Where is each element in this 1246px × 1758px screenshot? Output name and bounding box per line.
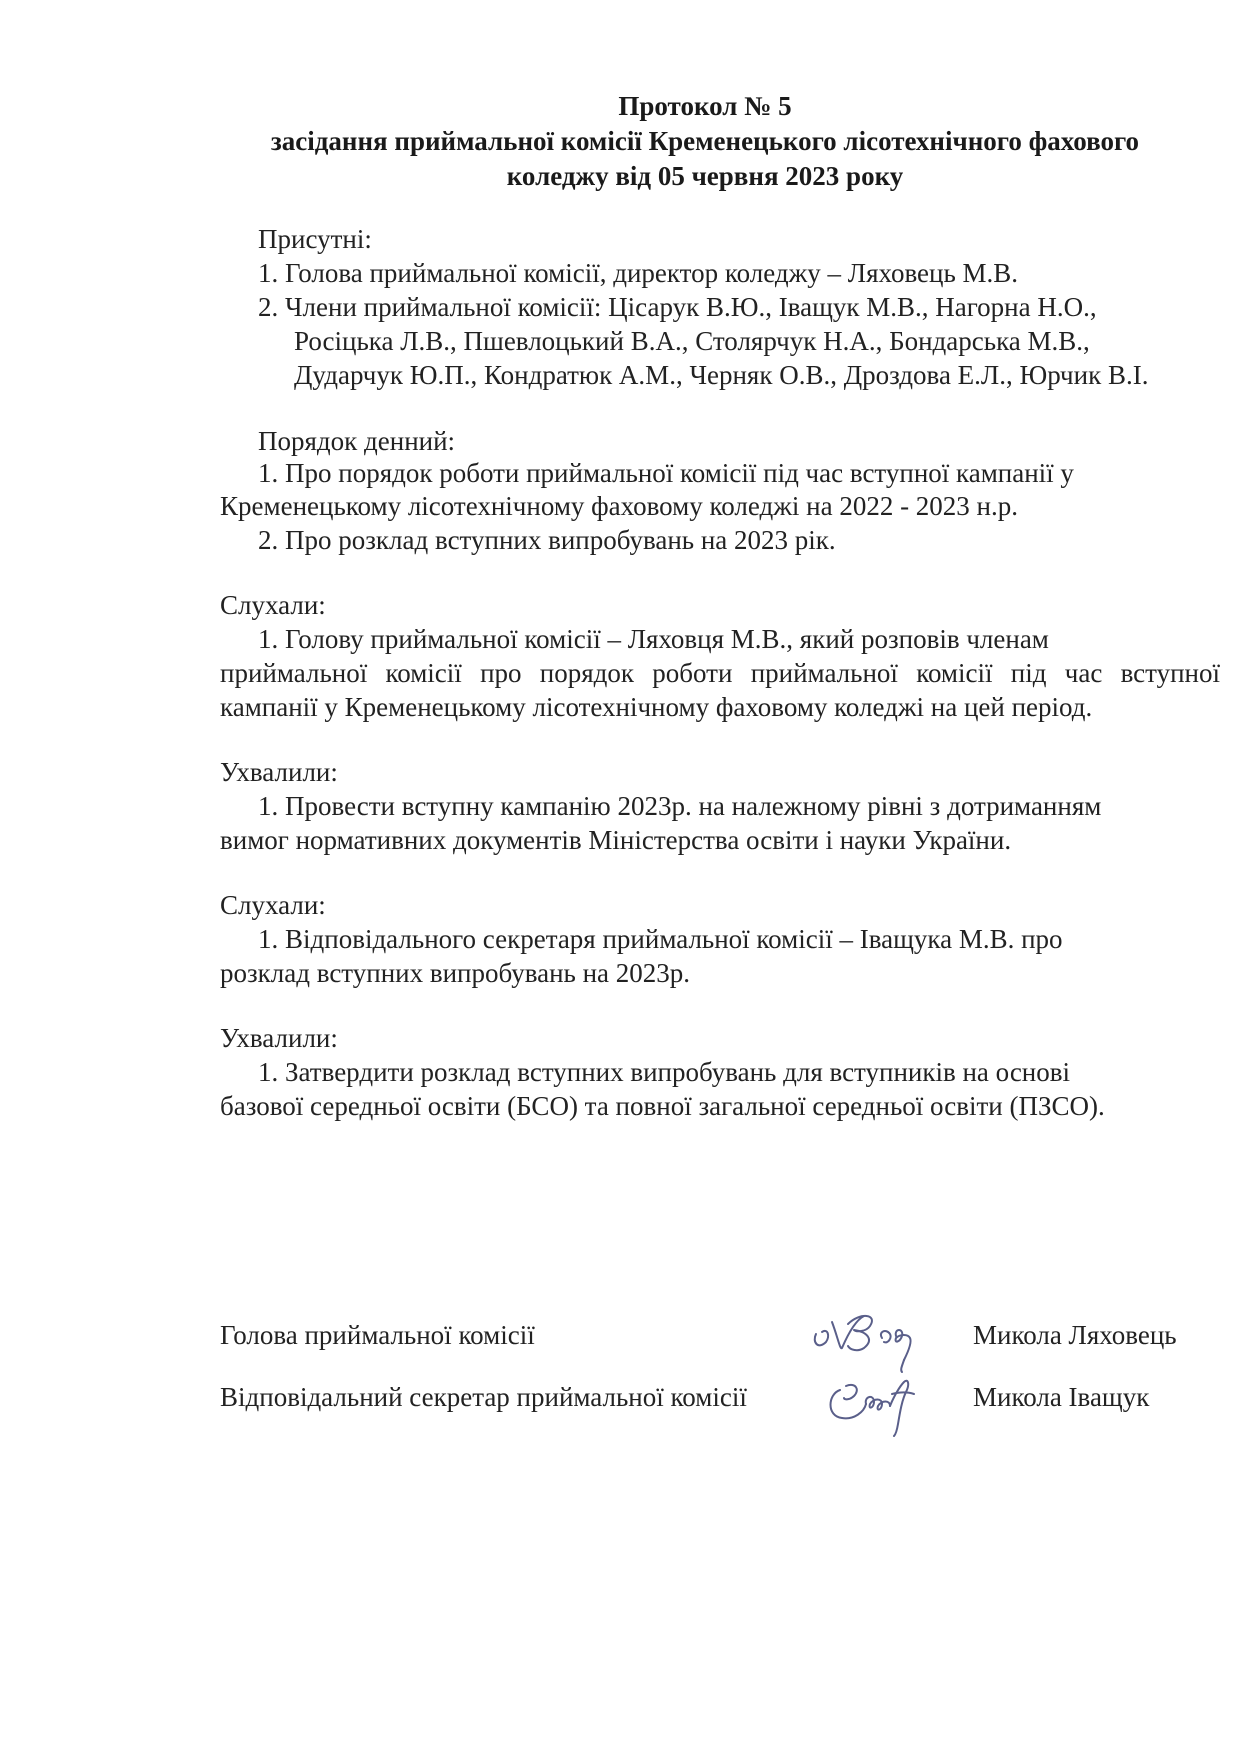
protocol-subtitle-line1: засідання приймальної комісії Кременецького лісотехнічного фахового xyxy=(270,126,1140,156)
decided-heading-1: Ухвалили: xyxy=(220,757,338,787)
present-item-2-line3: Дударчук Ю.П., Кондратюк А.М., Черняк О.В., Дроздова Е.Л., Юрчик В.І. xyxy=(294,360,1149,390)
chair-name: Микола Ляховець xyxy=(973,1320,1177,1350)
heard-1-line3: кампанії у Кременецькому лісотехнічному фаховому коледжі на цей період. xyxy=(220,692,1093,722)
heard-1-line2: приймальної комісії про порядок роботи приймальної комісії під час вступної xyxy=(220,658,1220,688)
decided-2-line1: 1. Затвердити розклад вступних випробувань для вступників на основі xyxy=(258,1057,1071,1087)
secretary-label: Відповідальний секретар приймальної комісії xyxy=(220,1382,747,1412)
present-item-1: 1. Голова приймальної комісії, директор коледжу – Ляховець М.В. xyxy=(258,258,1019,288)
secretary-signature-icon xyxy=(820,1360,930,1440)
chair-label: Голова приймальної комісії xyxy=(220,1320,535,1350)
agenda-heading: Порядок денний: xyxy=(258,426,456,456)
present-heading: Присутні: xyxy=(258,224,372,254)
agenda-item-2: 2. Про розклад вступних випробувань на 2023 рік. xyxy=(258,525,836,555)
agenda-item-1-line1: 1. Про порядок роботи приймальної комісії під час вступної кампанії у xyxy=(258,458,1074,488)
protocol-title: Протокол № 5 xyxy=(618,91,792,121)
present-item-2-line2: Росіцька Л.В., Пшевлоцький В.А., Столярчук Н.А., Бондарська М.В., xyxy=(294,326,1090,356)
heard-heading-1: Слухали: xyxy=(220,590,326,620)
heard-heading-2: Слухали: xyxy=(220,890,326,920)
heard-2-line2: розклад вступних випробувань на 2023р. xyxy=(220,958,691,988)
agenda-item-1-line2: Кременецькому лісотехнічному фаховому коледжі на 2022 - 2023 н.р. xyxy=(220,491,1019,521)
decided-heading-2: Ухвалили: xyxy=(220,1023,338,1053)
decided-2-line2: базової середньої освіти (БСО) та повної загальної середньої освіти (ПЗСО). xyxy=(220,1091,1105,1121)
heard-2-line1: 1. Відповідального секретаря приймальної комісії – Іващука М.В. про xyxy=(258,924,1063,954)
decided-1-line1: 1. Провести вступну кампанію 2023р. на належному рівні з дотриманням xyxy=(258,791,1102,821)
heard-1-line1: 1. Голову приймальної комісії – Ляховця М.В., який розповів членам xyxy=(258,624,1049,654)
decided-1-line2: вимог нормативних документів Міністерства освіти і науки України. xyxy=(220,825,1012,855)
protocol-subtitle-line2: коледжу від 05 червня 2023 року xyxy=(506,161,904,191)
present-item-2-line1: 2. Члени приймальної комісії: Цісарук В.Ю., Іващук М.В., Нагорна Н.О., xyxy=(258,292,1097,322)
secretary-name: Микола Іващук xyxy=(973,1382,1150,1412)
